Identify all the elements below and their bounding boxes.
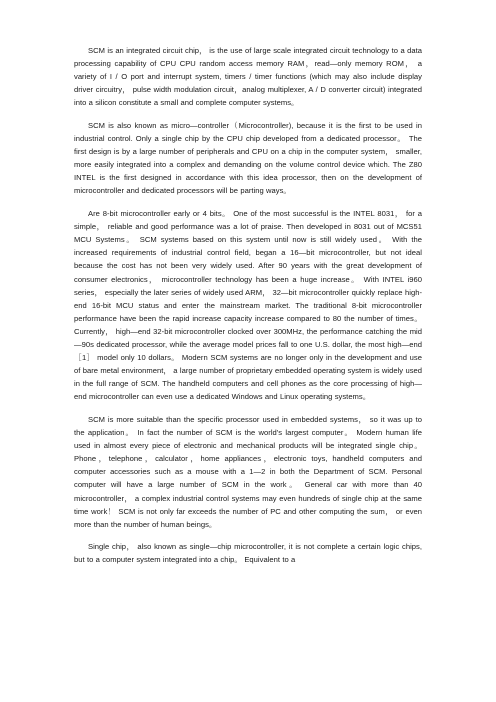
paragraph-4: SCM is more suitable than the specific processor used in embedded systems， so it was up to the application。 In fact the number of SCM is the world's largest computer。 Modern human life used in almost every piece of electronic and mechanical products will be integrated single chip。Phone，telephone，calculator，home appliances，electronic toys, handheld computers and computer accessories such as a mouse with a 1—2 in both the Department of SCM. Personal computer will have a large number of SCM in the work。 General car with more than 40 microcontroller， a complex industrial control systems may even hundreds of single chip at the same time work！ SCM is not only far exceeds the number of PC and other computing the sum， or even more than the number of human beings。 — [74, 414, 422, 529]
paragraph-1: SCM is an integrated circuit chip， is the use of large scale integrated circuit technology to a data processing capability of CPU CPU random access memory RAM，read—only memory ROM， a variety of I / O port and interrupt system, timers / timer functions (which may also include display driver circuitry， pulse width modulation circuit，analog multiplexer, A / D converter circuit) integrated into a silicon constitute a small and complete computer systems。 — [74, 46, 422, 108]
paragraph-3: Are 8-bit microcontroller early or 4 bits。 One of the most successful is the INTEL 8031， for a simple， reliable and good performance was a lot of praise. Then developed in 8031 out of MCS51 MCU Systems。 SCM systems based on this system until now is still widely used。 With the increased requirements of industrial control field, began a 16—bit microcontroller, but not ideal because the cost has not been very widely used. After 90 years with the great development of consumer electronics， microcontroller technology has been a huge increase。 With INTEL i960 series， especially the later series of widely used ARM， 32—bit microcontroller quickly replace high-end 16-bit MCU status and enter the mainstream market. The traditional 8-bit microcontroller performance have been the rapid increase capacity increase compared to 80 the number of times。 Currently， high—end 32-bit microcontroller clocked over 300MHz, the performance catching the mid—90s dedicated processor, while the average model prices fall to one U.S. dollar, the most high—end ［1］ model only 10 dollars。 Modern SCM systems are no longer only in the development and use of bare metal environment， a large number of proprietary embedded operating system is widely used in the full range of SCM. The handheld computers and cell phones as the core processing of high—end microcontroller can even use a dedicated Windows and Linux operating systems。 — [74, 209, 422, 402]
paragraph-2: SCM is also known as micro—controller（Microcontroller), because it is the first to be used in industrial control. Only a single chip by the CPU chip developed from a dedicated processor。 The first design is by a large number of peripherals and CPU on a chip in the computer system， smaller, more easily integrated into a complex and demanding on the volume control device which. The Z80 INTEL is the first designed in accordance with this idea processor, then on the development of microcontroller and dedicated processors will be parting ways。 — [74, 120, 422, 196]
paragraph-5: Single chip， also known as single—chip microcontroller, it is not complete a certain logic chips, but to a computer system integrated into a chip。 Equivalent to a — [74, 542, 422, 565]
document-body — [74, 44, 422, 576]
